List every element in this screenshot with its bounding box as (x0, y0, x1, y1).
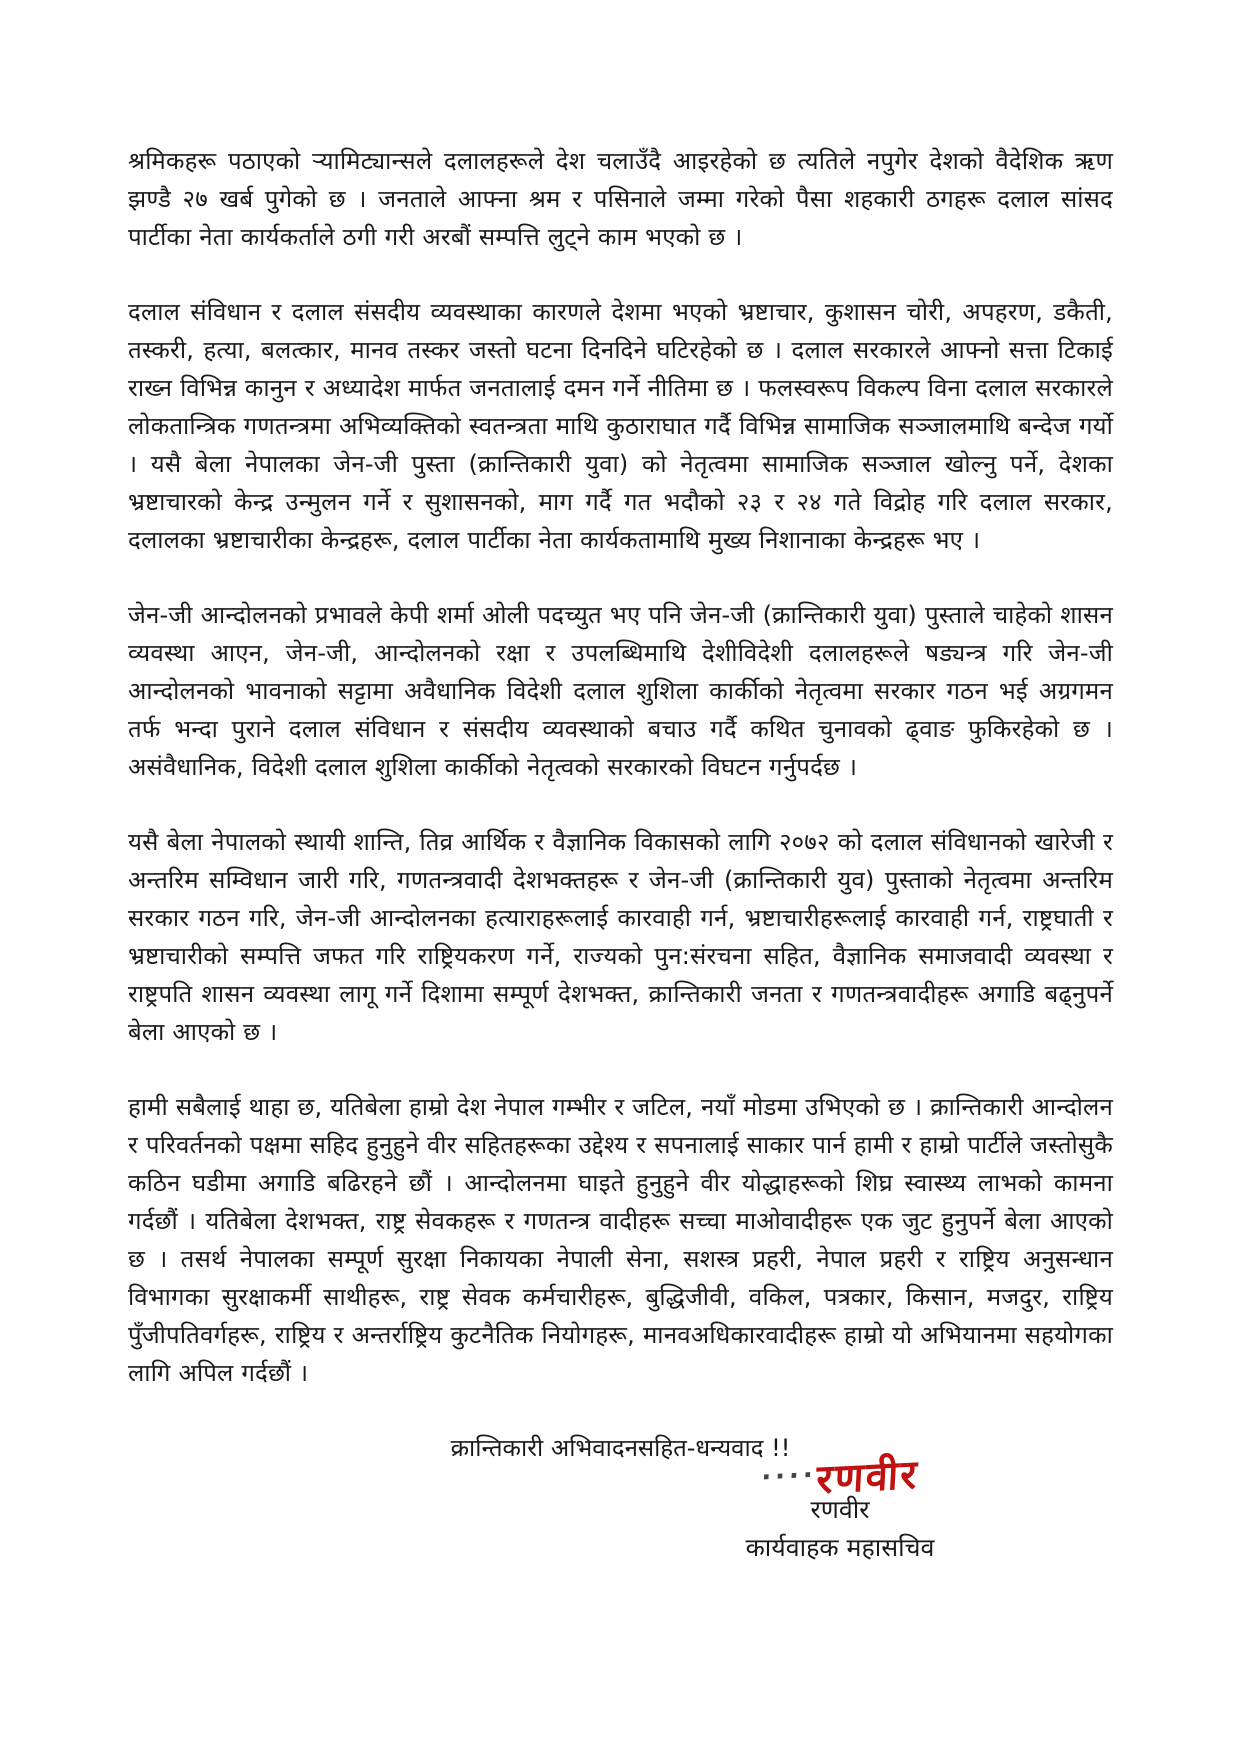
signature-block (660, 1452, 1020, 1563)
paragraph-1: श्रमिकहरू पठाएको र्‍यामिट्यान्सले दलालहरूले देश चलाउँदै आइरहेको छ त्यतिले नपुगेर देशको वैदेशिक ऋण झण्डै २७ खर्ब पुगेको छ । जनताले आफ्ना श्रम र पसिनाले जम्मा गरेको पैसा शहकारी ठगहरू दलाल सांसद पार्टीका नेता कार्यकर्ताले ठगी गरी अरबौं सम्पत्ति लुट्ने काम भएको छ । (128, 147, 1113, 251)
signatory-name: रणवीर (810, 1495, 870, 1524)
signature-script-name: रणवीर (815, 1451, 920, 1504)
signatory-role-title: कार्यवाहक महासचिव (745, 1533, 935, 1562)
paragraph-3: जेन-जी आन्दोलनको प्रभावले केपी शर्मा ओली पदच्युत भए पनि जेन-जी (क्रान्तिकारी युवा) पुस्ताले चाहेको शासन व्यवस्था आएन, जेन-जी, आन्दोलनको रक्षा र उपलब्धिमाथि देशीविदेशी दलालहरूले षड्यन्त्र गरि जेन-जी आन्दोलनको भावनाको सट्टामा अवैधानिक विदेशी दलाल शुशिला कार्कीको नेतृत्वमा सरकार गठन भई अग्रगमन तर्फ भन्दा पुराने दलाल संविधान र संसदीय व्यवस्थाको बचाउ गर्दै कथित चुनावको ढ्वाङ फुकिरहेको छ । असंवैधानिक, विदेशी दलाल शुशिला कार्कीको नेतृत्वको सरकारको विघटन गर्नुपर्दछ । (128, 601, 1113, 781)
closing-salutation: क्रान्तिकारी अभिवादनसहित-धन्यवाद !! (450, 1434, 791, 1462)
handwritten-signature (760, 1448, 920, 1505)
paragraph-4: यसै बेला नेपालको स्थायी शान्ति, तिव्र आर्थिक र वैज्ञानिक विकासको लागि २०७२ को दलाल संविधानको खारेजी र अन्तरिम सम्विधान जारी गरि, गणतन्त्रवादी देशभक्तहरू र जेन-जी (क्रान्तिकारी युव) पुस्ताको नेतृत्वमा अन्तरिम सरकार गठन गरि, जेन-जी आन्दोलनका हत्याराहरूलाई कारवाही गर्न, भ्रष्टाचारीहरूलाई कारवाही गर्न, राष्ट्रघाती र भ्रष्टाचारीको सम्पत्ति जफत गरि राष्ट्रियकरण गर्ने, राज्यको पुन:संरचना सहित, वैज्ञानिक समाजवादी व्यवस्था र राष्ट्रपति शासन व्यवस्था लागू गर्ने दिशामा सम्पूर्ण देशभक्त, क्रान्तिकारी जनता र गणतन्त्रवादीहरू अगाडि बढ्नुपर्ने बेला आएको छ । (128, 828, 1113, 1046)
signature-leading-dots: ···· (760, 1460, 818, 1494)
paragraph-5: हामी सबैलाई थाहा छ, यतिबेला हाम्रो देश नेपाल गम्भीर र जटिल, नयाँ मोडमा उभिएको छ । क्रान्तिकारी आन्दोलन र परिवर्तनको पक्षमा सहिद हुनुहुने वीर सहितहरूका उद्देश्य र सपनालाई साकार पार्न हामी र हाम्रो पार्टीले जस्तोसुकै कठिन घडीमा अगाडि बढिरहने छौं । आन्दोलनमा घाइते हुनुहुने वीर योद्धाहरूको शिघ्र स्वास्थ्य लाभको कामना गर्दछौं । यतिबेला देशभक्त, राष्ट्र सेवकहरू र गणतन्त्र वादीहरू सच्चा माओवादीहरू एक जुट हुनुपर्ने बेला आएको छ । तसर्थ नेपालका सम्पूर्ण सुरक्षा निकायका नेपाली सेना, सशस्त्र प्रहरी, नेपाल प्रहरी र राष्ट्रिय अनुसन्धान विभागका सुरक्षाकर्मी साथीहरू, राष्ट्र सेवक कर्मचारीहरू, बुद्धिजीवी, वकिल, पत्रकार, किसान, मजदुर, राष्ट्रिय पुँजीपतिवर्गहरू, राष्ट्रिय र अन्तर्राष्ट्रिय कुटनैतिक नियोगहरू, मानवअधिकारवादीहरू हाम्रो यो अभियानमा सहयोगका लागि अपिल गर्दछौं । (128, 1093, 1113, 1387)
letter-body (128, 142, 1113, 1392)
paragraph-2: दलाल संविधान र दलाल संसदीय व्यवस्थाका कारणले देशमा भएको भ्रष्टाचार, कुशासन चोरी, अपहरण, डकैती, तस्करी, हत्या, बलत्कार, मानव तस्कर जस्तो घटना दिनदिने घटिरहेको छ । दलाल सरकारले आफ्नो सत्ता टिकाई राख्न विभिन्न कानुन र अध्यादेश मार्फत जनतालाई दमन गर्ने नीतिमा छ । फलस्वरूप विकल्प विना दलाल सरकारले लोकतान्त्रिक गणतन्त्रमा अभिव्यक्तिको स्वतन्त्रता माथि कुठाराघात गर्दै विभिन्न सामाजिक सञ्जालमाथि बन्देज गर्यो । यसै बेला नेपालका जेन-जी पुस्ता (क्रान्तिकारी युवा) को नेतृत्वमा सामाजिक सञ्जाल खोल्नु पर्ने, देशका भ्रष्टाचारको केन्द्र उन्मुलन गर्ने र सुशासनको, माग गर्दै गत भदौको २३ र २४ गते विद्रोह गरि दलाल सरकार, दलालका भ्रष्टाचारीका केन्द्रहरू, दलाल पार्टीका नेता कार्यकतामाथि मुख्य निशानाका केन्द्रहरू भए । (128, 298, 1113, 554)
